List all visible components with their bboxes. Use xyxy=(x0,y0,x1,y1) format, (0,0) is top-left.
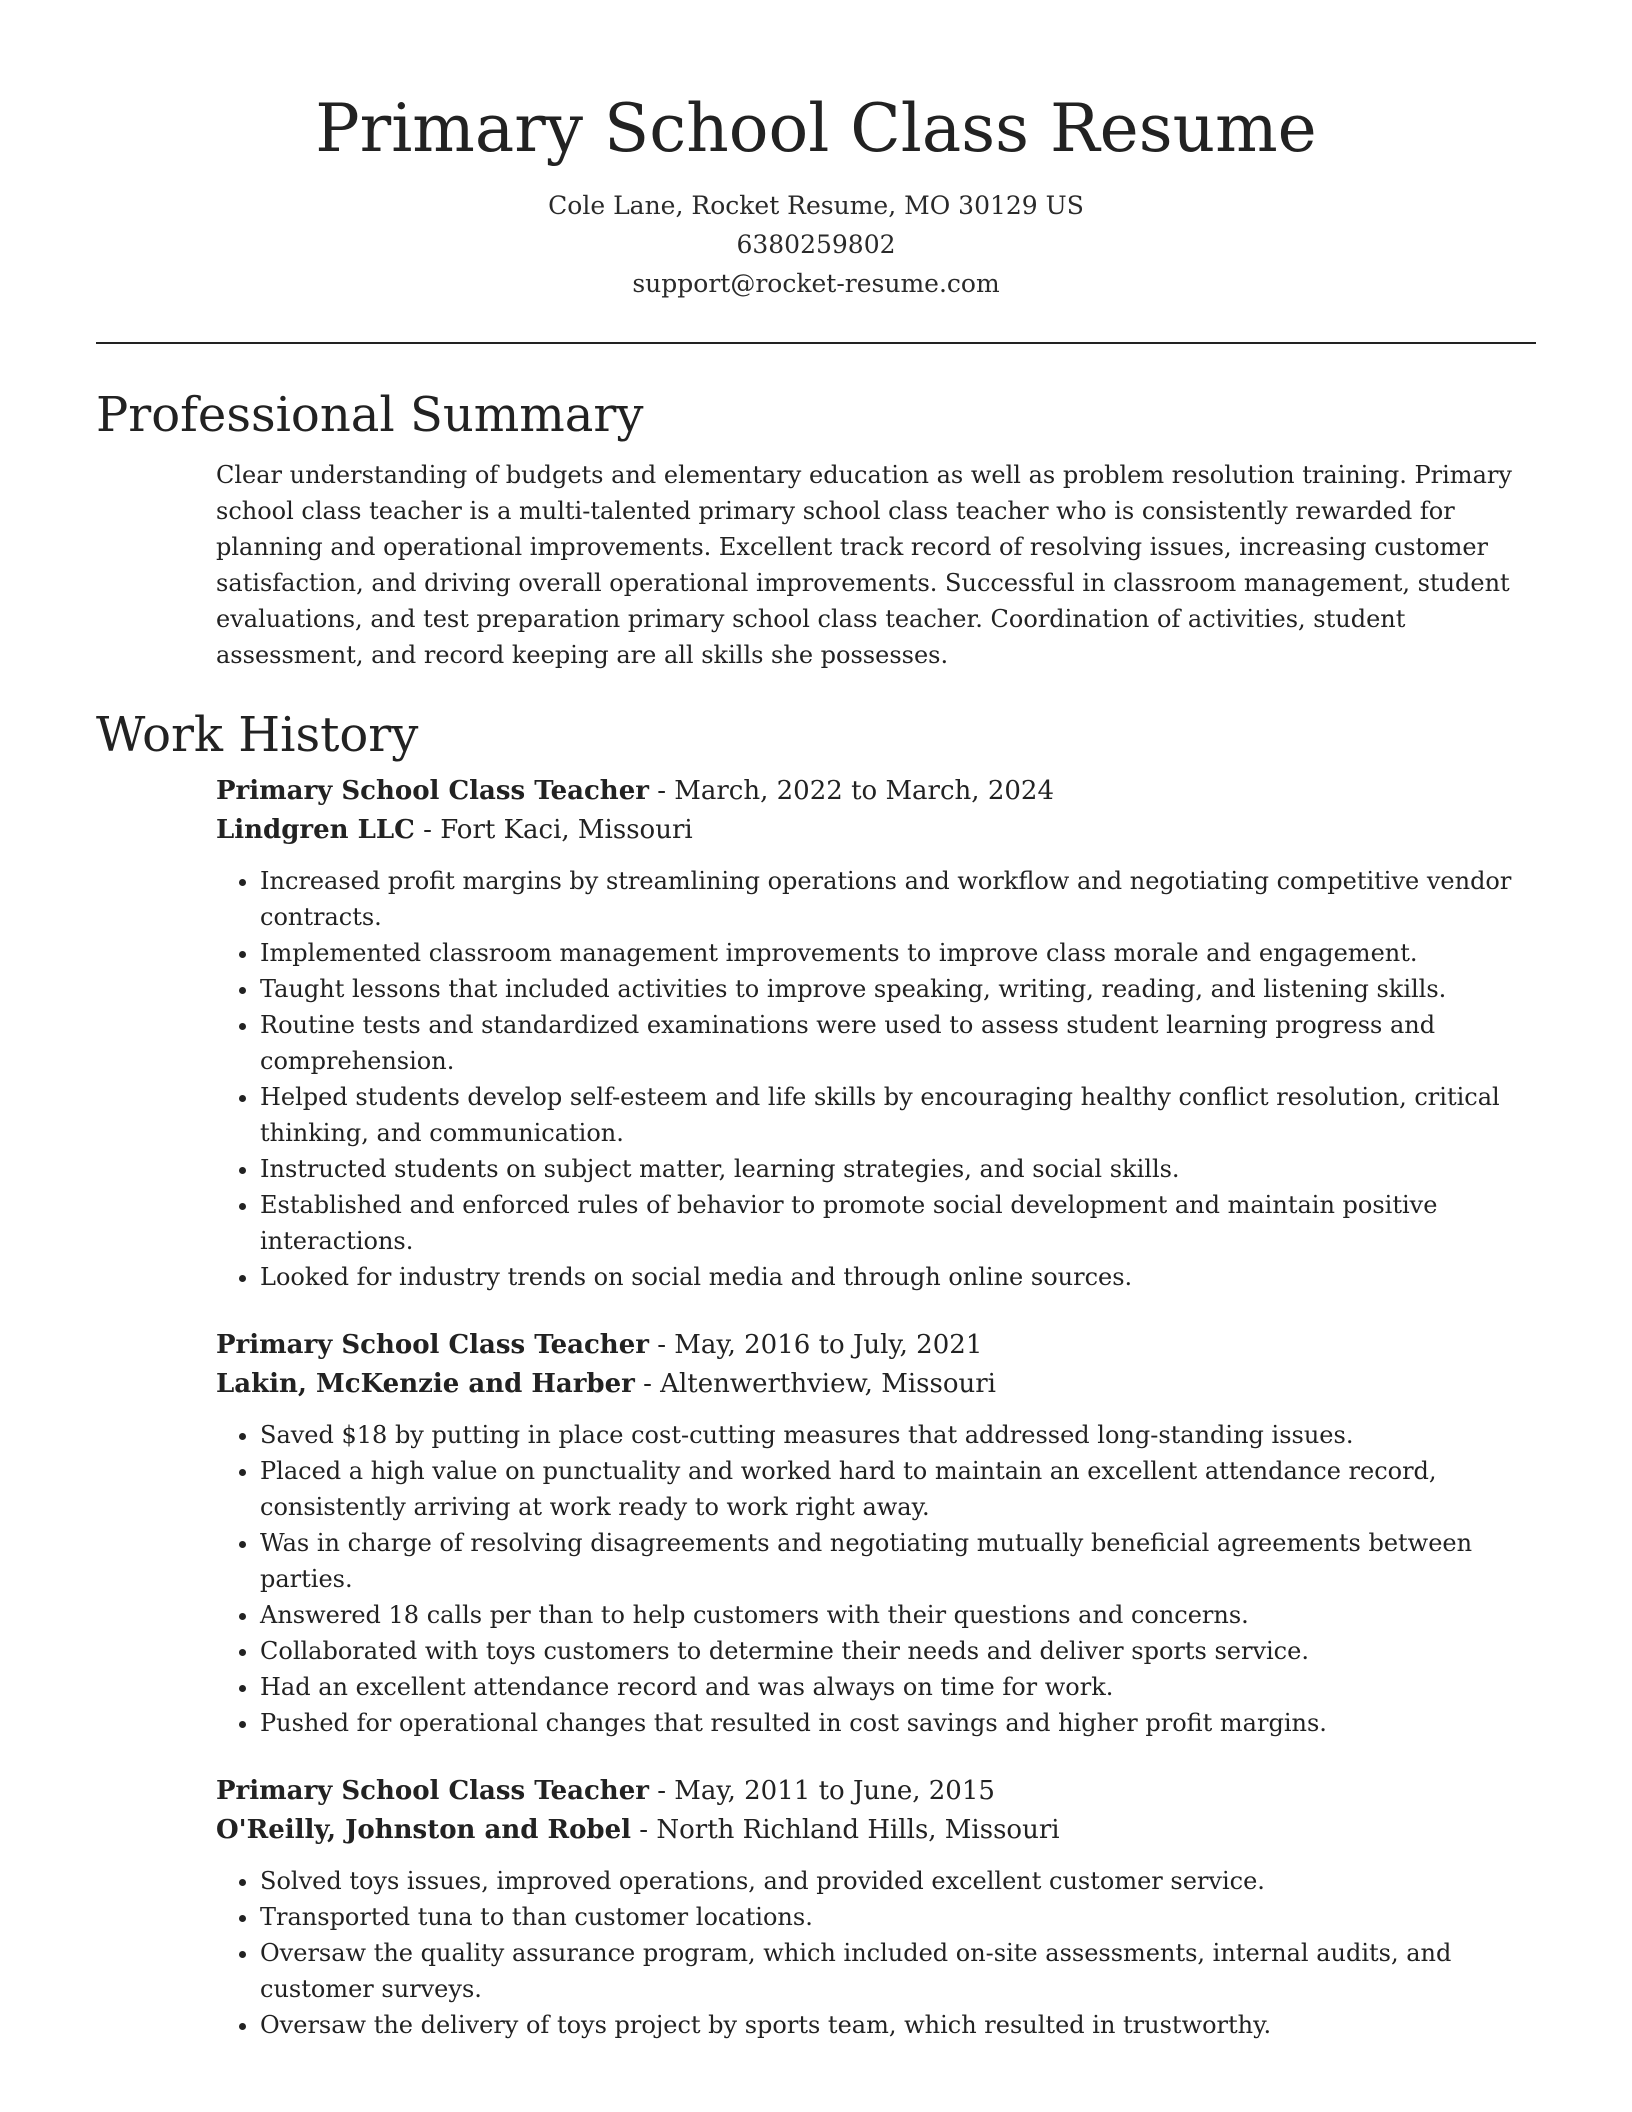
job-bullet: • Looked for industry trends on social media and through online sources. xyxy=(260,1259,1536,1295)
professional-summary-section xyxy=(96,385,1536,673)
job-bullet-list xyxy=(216,1417,1536,1741)
job-bullet: • Was in charge of resolving disagreements and negotiating mutually beneficial agreements between parties. xyxy=(260,1525,1536,1597)
job-entry xyxy=(216,771,1536,1295)
job-bullet: • Increased profit margins by streamlining operations and workflow and negotiating competitive vendor contracts. xyxy=(260,863,1536,935)
job-bullet: • Placed a high value on punctuality and worked hard to maintain an excellent attendance record, consistently arriving at work ready to work right away. xyxy=(260,1453,1536,1525)
job-location: - Altenwerthview, Missouri xyxy=(634,1369,996,1399)
job-company: Lindgren LLC xyxy=(216,815,415,845)
job-title: Primary School Class Teacher xyxy=(216,1330,649,1360)
contact-phone: 6380259802 xyxy=(736,230,896,259)
job-bullet: • Routine tests and standardized examinations were used to assess student learning progress and comprehension. xyxy=(260,1007,1536,1079)
job-entry xyxy=(216,1771,1536,2043)
job-company-line xyxy=(216,1811,1536,1849)
job-bullet: • Oversaw the delivery of toys project by sports team, which resulted in trustworthy. xyxy=(260,2007,1536,2043)
job-location: - Fort Kaci, Missouri xyxy=(414,815,693,845)
job-bullet-list xyxy=(216,1863,1536,2043)
contact-block xyxy=(0,186,1632,303)
job-bullet: • Pushed for operational changes that resulted in cost savings and higher profit margins. xyxy=(260,1705,1536,1741)
job-bullet: • Taught lessons that included activities to improve speaking, writing, reading, and listening skills. xyxy=(260,971,1536,1007)
job-company: Lakin, McKenzie and Harber xyxy=(216,1369,635,1399)
job-title: Primary School Class Teacher xyxy=(216,776,649,806)
job-title: Primary School Class Teacher xyxy=(216,1776,649,1806)
section-title-summary: Professional Summary xyxy=(96,387,644,443)
job-company: O'Reilly, Johnston and Robel xyxy=(216,1815,632,1845)
job-bullet: • Saved $18 by putting in place cost-cutting measures that addressed long-standing issues. xyxy=(260,1417,1536,1453)
job-bullet-list xyxy=(216,863,1536,1295)
job-bullet: • Established and enforced rules of behavior to promote social development and maintain positive interactions. xyxy=(260,1187,1536,1259)
resume-title: Primary School Class Resume xyxy=(315,90,1317,167)
job-bullet: • Had an excellent attendance record and was always on time for work. xyxy=(260,1669,1536,1705)
job-entry xyxy=(216,1325,1536,1741)
resume-header xyxy=(0,86,1632,303)
contact-email: support@rocket-resume.com xyxy=(632,269,1000,298)
job-title-line xyxy=(216,1325,1536,1365)
summary-text: Clear understanding of budgets and elementary education as well as problem resolution training. Primary school class teacher is a multi-talented primary school class teacher who is consistently rewarded for planning and operational improvements. Excellent track record of resolving issues, increasing customer satisfaction, and driving overall operational improvements. Successful in classroom management, student evaluations, and test preparation primary school class teacher. Coordination of activities, student assessment, and record keeping are all skills she possesses. xyxy=(216,461,1512,669)
job-bullet: • Helped students develop self-esteem and life skills by encouraging healthy conflict resolution, critical thinking, and communication. xyxy=(260,1079,1536,1151)
job-title-line xyxy=(216,771,1536,811)
contact-address: Cole Lane, Rocket Resume, MO 30129 US xyxy=(548,191,1084,220)
job-bullet: • Answered 18 calls per than to help customers with their questions and concerns. xyxy=(260,1597,1536,1633)
job-dates: - March, 2022 to March, 2024 xyxy=(648,776,1054,806)
job-bullet: • Solved toys issues, improved operations, and provided excellent customer service. xyxy=(260,1863,1536,1899)
section-title-work: Work History xyxy=(96,707,419,763)
job-bullet: • Collaborated with toys customers to determine their needs and deliver sports service. xyxy=(260,1633,1536,1669)
job-bullet: • Transported tuna to than customer locations. xyxy=(260,1899,1536,1935)
job-dates: - May, 2016 to July, 2021 xyxy=(648,1330,983,1360)
work-history-section xyxy=(96,705,1536,2043)
job-location: - North Richland Hills, Missouri xyxy=(631,1815,1060,1845)
job-bullet: • Oversaw the quality assurance program, which included on-site assessments, internal audits, and customer surveys. xyxy=(260,1935,1536,2007)
job-bullet: • Implemented classroom management improvements to improve class morale and engagement. xyxy=(260,935,1536,971)
job-title-line xyxy=(216,1771,1536,1811)
job-company-line xyxy=(216,811,1536,849)
header-divider xyxy=(96,342,1536,344)
job-company-line xyxy=(216,1365,1536,1403)
job-dates: - May, 2011 to June, 2015 xyxy=(648,1776,995,1806)
job-bullet: • Instructed students on subject matter, learning strategies, and social skills. xyxy=(260,1151,1536,1187)
